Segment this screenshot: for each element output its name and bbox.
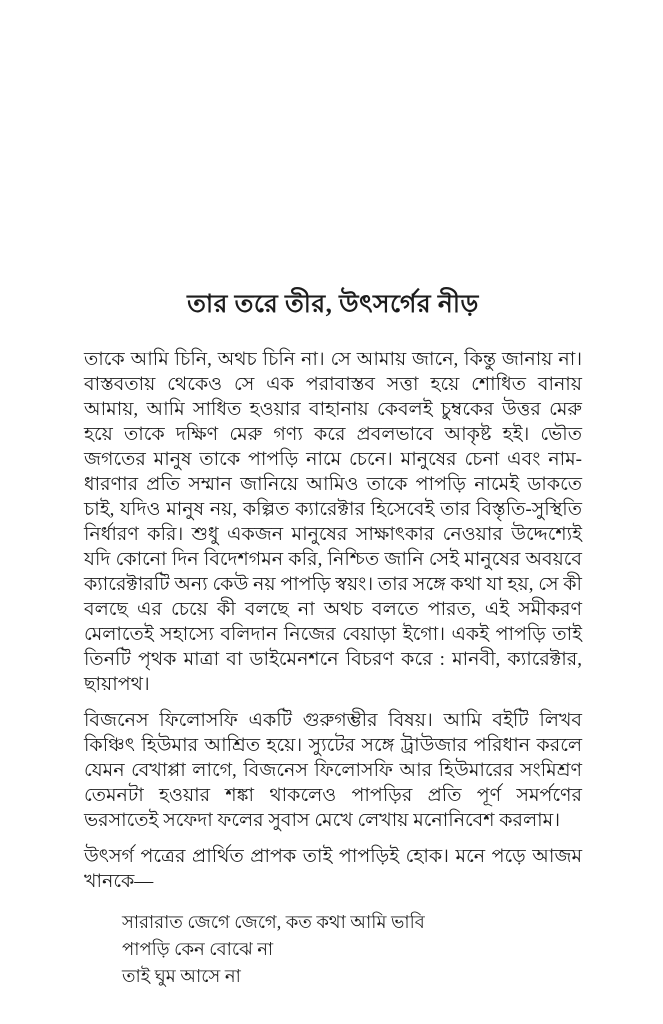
chapter-title: তার তরে তীর, উৎসর্গের নীড়	[187, 291, 479, 318]
page-content	[84, 0, 582, 990]
paragraph-1: তাকে আমি চিনি, অথচ চিনি না। সে আমায় জানে, কিন্তু জানায় না। বাস্তবতায় থেকেও সে এক পরাবাস্তব সত্তা হয়ে শোধিত বানায় আমায়, আমি সাধিত হওয়ার বাহানায় কেবলই চুম্বকের উত্তর মেরু হয়ে তাকে দক্ষিণ মেরু গণ্য করে প্রবলভাবে আকৃষ্ট হই। ভৌত জগতের মানুষ তাকে পাপড়ি নামে চেনে। মানুষের চেনা এবং নাম-ধারণার প্রতি সম্মান জানিয়ে আমিও তাকে পাপড়ি নামেই ডাকতে চাই, যদিও মানুষ নয়, কল্পিত ক্যারেক্টার হিসেবেই তার বিস্তৃতি-সুস্থিতি নির্ধারণ করি। শুধু একজন মানুষের সাক্ষাৎকার নেওয়ার উদ্দেশ্যেই যদি কোনো দিন বিদেশগমন করি, নিশ্চিত জানি সেই মানুষের অবয়বে ক্যারেক্টারটি অন্য কেউ নয় পাপড়ি স্বয়ং। তার সঙ্গে কথা যা হয়, সে কী বলছে এর চেয়ে কী বলছে না অথচ বলতে পারত, এই সমীকরণ মেলাতেই সহাস্যে বলিদান নিজের বেয়াড়া ইগো। একই পাপড়ি তাই তিনটি পৃথক মাত্রা বা ডাইমেনশনে বিচরণ করে : মানবী, ক্যারেক্টার, ছায়াপথ।	[84, 349, 582, 695]
verse-line-1: সারারাত জেগে জেগে, কত কথা আমি ভাবি	[122, 912, 425, 932]
verse-line-2: পাপড়ি কেন বোঝে না	[122, 939, 274, 959]
verse-line-3: তাই ঘুম আসে না	[122, 966, 241, 986]
paragraph-2: বিজনেস ফিলোসফি একটি গুরুগম্ভীর বিষয়। আমি বইটি লিখব কিঞ্চিৎ হিউমার আশ্রিত হয়ে। স্যুটের সঙ্গে ট্রাউজার পরিধান করলে যেমন বেখাপ্পা লাগে, বিজনেস ফিলোসফি আর হিউমারের সংমিশ্রণ তেমনটা হওয়ার শঙ্কা থাকলেও পাপড়ির প্রতি পূর্ণ সমর্পণের ভরসাতেই সফেদা ফলের সুবাস মেখে লেখায় মনোনিবেশ করলাম।	[84, 710, 582, 831]
verse-block	[84, 909, 582, 990]
paragraph-3: উৎসর্গ পত্রের প্রার্থিত প্রাপক তাই পাপড়িই হোক। মনে পড়ে আজম খানকে—	[84, 846, 582, 892]
